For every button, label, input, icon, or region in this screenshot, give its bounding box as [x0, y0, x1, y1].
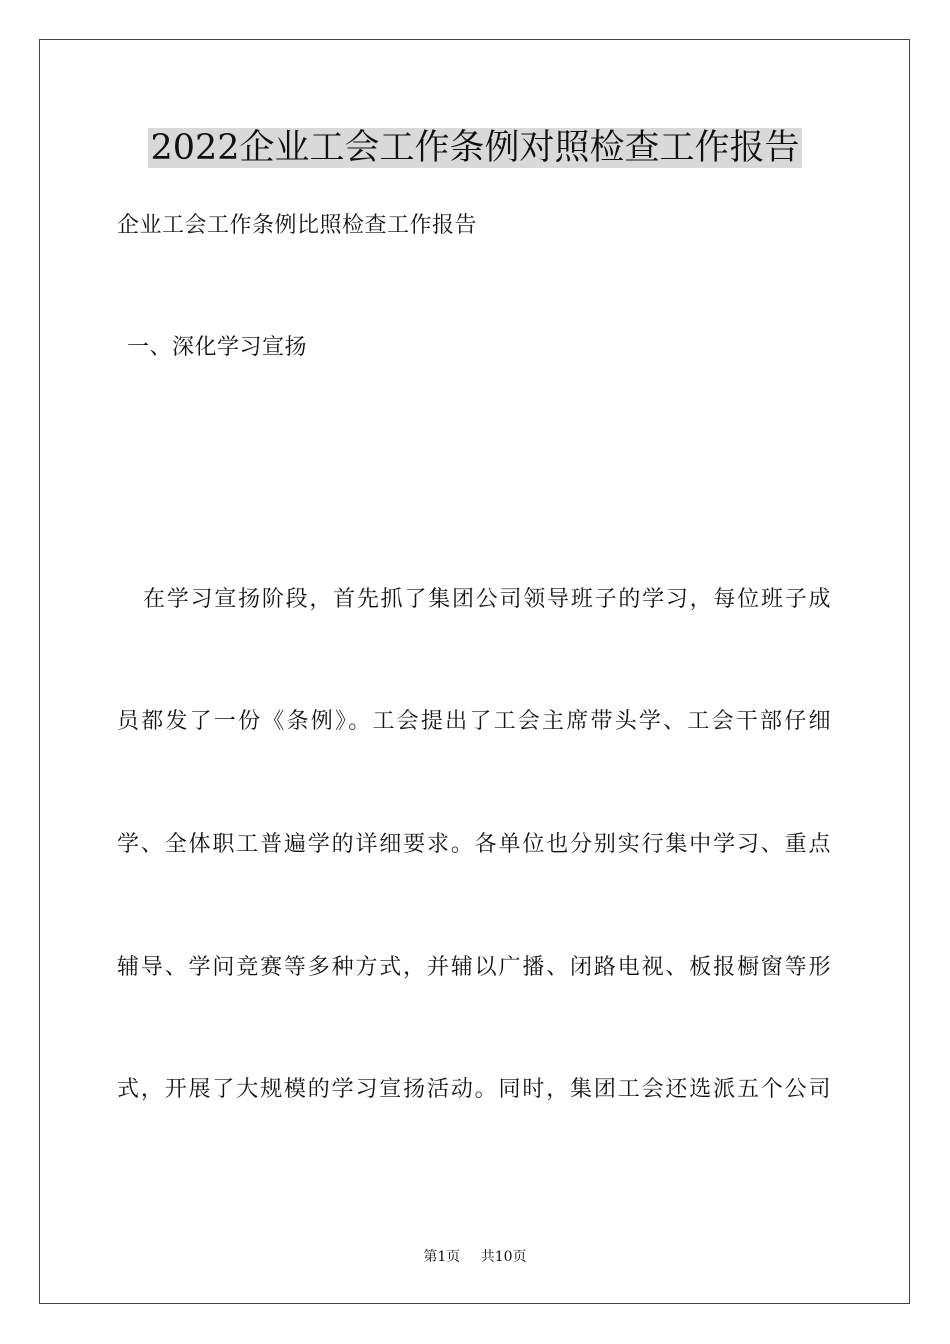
paragraph-line: 式，开展了大规模的学习宣扬活动。同时，集团工会还选派五个公司 [117, 1077, 831, 1102]
document-subtitle: 企业工会工作条例比照检查工作报告 [117, 213, 478, 238]
document-title [0, 126, 950, 170]
document-title-text: 2022企业工会工作条例对照检查工作报告 [150, 128, 800, 168]
paragraph-line: 员都发了一份《条例》。工会提出了工会主席带头学、工会干部仔细 [117, 709, 831, 734]
paragraph-line: 学、全体职工普遍学的详细要求。各单位也分别实行集中学习、重点 [117, 832, 831, 857]
page-number-current: 第1页 [423, 1249, 461, 1265]
section-heading: 一、深化学习宣扬 [127, 335, 308, 360]
page-number-total: 共10页 [480, 1249, 527, 1265]
paragraph-line: 辅导、学问竞赛等多种方式，并辅以广播、闭路电视、板报橱窗等形 [117, 955, 831, 980]
paragraph-line: 在学习宣扬阶段，首先抓了集团公司领导班子的学习，每位班子成 [143, 587, 831, 612]
page-footer [0, 1247, 950, 1267]
